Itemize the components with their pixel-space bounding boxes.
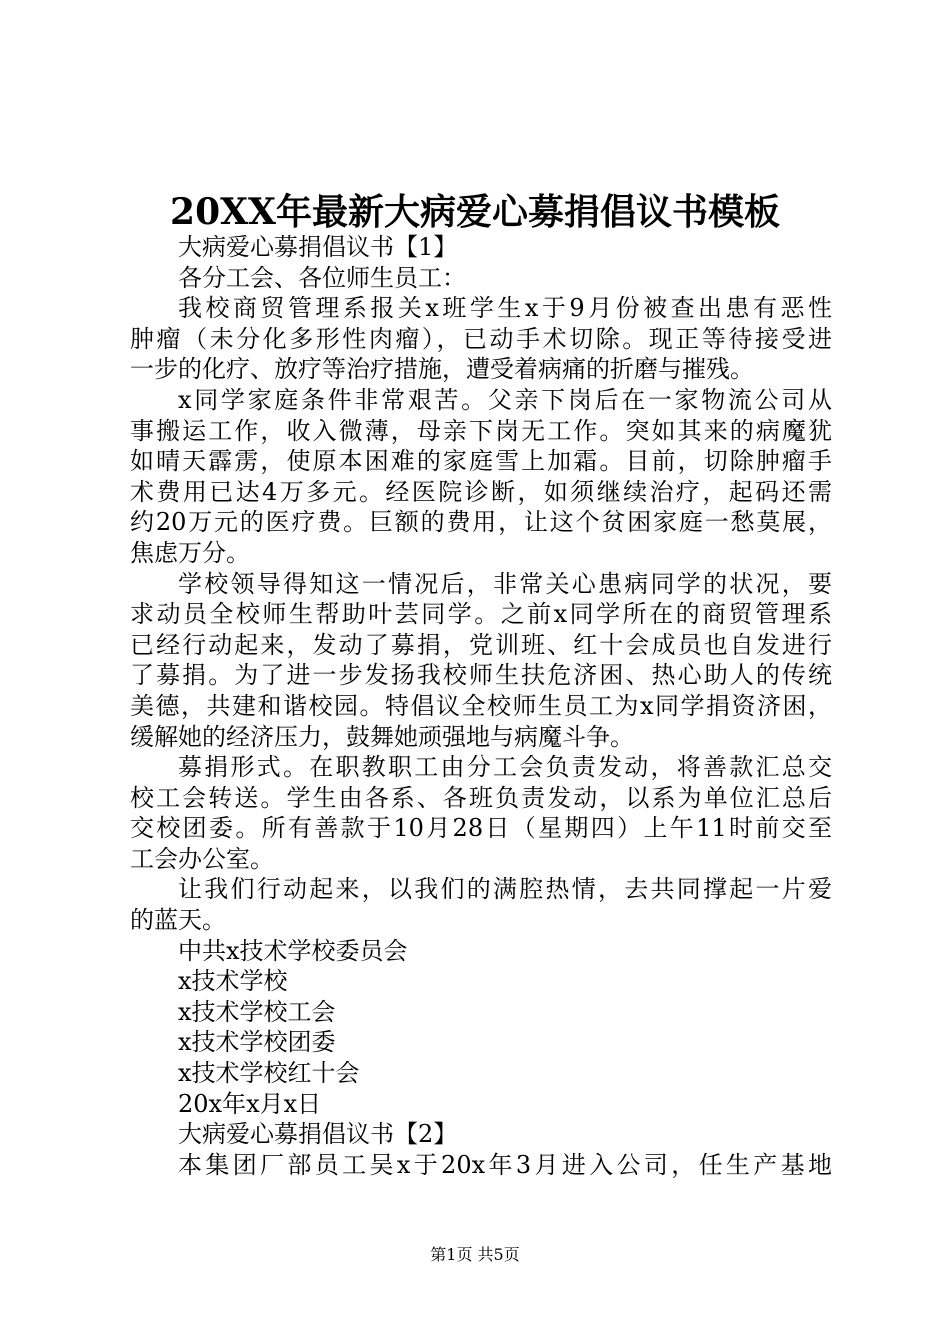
paragraph xyxy=(130,874,832,935)
text-line: 已经行动起来，发动了募捐，党训班、红十会成员也自发进行 xyxy=(130,630,832,659)
text-line: 大病爱心募捐倡议书【1】 xyxy=(178,233,458,261)
paragraph xyxy=(130,293,832,385)
text-line: 学校领导得知这一情况后，非常关心患病同学的状况，要 xyxy=(178,569,832,598)
text-line: 工会办公室。 xyxy=(130,844,274,873)
paragraph xyxy=(130,263,832,294)
text-line: 募捐形式。在职教职工由分工会负责发动，将善款汇总交 xyxy=(178,753,832,782)
paragraph xyxy=(130,1027,832,1058)
page-footer: 第1页 共5页 xyxy=(430,1245,520,1264)
paragraph xyxy=(130,752,832,874)
text-line: x技术学校红十会 xyxy=(178,1059,360,1088)
text-line: 求动员全校师生帮助叶芸同学。之前x同学所在的商贸管理系 xyxy=(130,600,832,629)
text-line: x同学家庭条件非常艰苦。父亲下岗后在一家物流公司从 xyxy=(178,385,832,414)
text-line: 术费用已达4万多元。经医院诊断，如须继续治疗，起码还需 xyxy=(130,477,832,506)
text-line: 约20万元的医疗费。巨额的费用，让这个贫困家庭一愁莫展， xyxy=(130,508,832,537)
text-line: 焦虑万分。 xyxy=(130,538,250,567)
text-line: 如晴天霹雳，使原本困难的家庭雪上加霜。目前，切除肿瘤手 xyxy=(130,447,832,476)
text-line: 的蓝天。 xyxy=(130,906,226,935)
document-body xyxy=(130,232,832,1180)
text-line: 一步的化疗、放疗等治疗措施，遭受着病痛的折磨与摧残。 xyxy=(130,355,754,384)
text-line: 了募捐。为了进一步发扬我校师生扶危济困、热心助人的传统 xyxy=(130,661,832,690)
text-line: 肿瘤（未分化多形性肉瘤），已动手术切除。现正等待接受进 xyxy=(130,324,832,353)
text-line: 大病爱心募捐倡议书【2】 xyxy=(178,1120,458,1149)
paragraph xyxy=(130,385,832,569)
paragraph xyxy=(130,1150,832,1181)
paragraph xyxy=(130,966,832,997)
paragraph xyxy=(130,1089,832,1120)
text-line: 本集团厂部员工吴x于20x年3月进入公司，任生产基地 xyxy=(178,1150,832,1179)
text-line: 中共x技术学校委员会 xyxy=(178,936,408,965)
paragraph xyxy=(130,569,832,753)
text-line: x技术学校 xyxy=(178,967,288,996)
paragraph xyxy=(130,1119,832,1150)
paragraph xyxy=(130,1058,832,1089)
text-line: x技术学校工会 xyxy=(178,997,336,1026)
text-line: 20x年x月x日 xyxy=(178,1089,322,1118)
paragraph xyxy=(130,997,832,1028)
text-line: x技术学校团委 xyxy=(178,1028,336,1057)
paragraph xyxy=(130,232,832,263)
text-line: 我校商贸管理系报关x班学生x于9月份被查出患有恶性 xyxy=(178,294,832,323)
text-line: 美德，共建和谐校园。特倡议全校师生员工为x同学捐资济困， xyxy=(130,691,832,720)
text-line: 各分工会、各位师生员工： xyxy=(178,263,466,292)
text-line: 事搬运工作，收入微薄，母亲下岗无工作。突如其来的病魔犹 xyxy=(130,416,832,445)
paragraph xyxy=(130,936,832,967)
text-line: 让我们行动起来，以我们的满腔热情，去共同撑起一片爱 xyxy=(178,875,832,904)
text-line: 交校团委。所有善款于10月28日（星期四）上午11时前交至 xyxy=(130,814,832,843)
text-line: 缓解她的经济压力，鼓舞她顽强地与病魔斗争。 xyxy=(130,722,634,751)
document-title: 20XX年最新大病爱心募捐倡议书模板 xyxy=(170,191,780,233)
text-line: 校工会转送。学生由各系、各班负责发动，以系为单位汇总后 xyxy=(130,783,832,812)
